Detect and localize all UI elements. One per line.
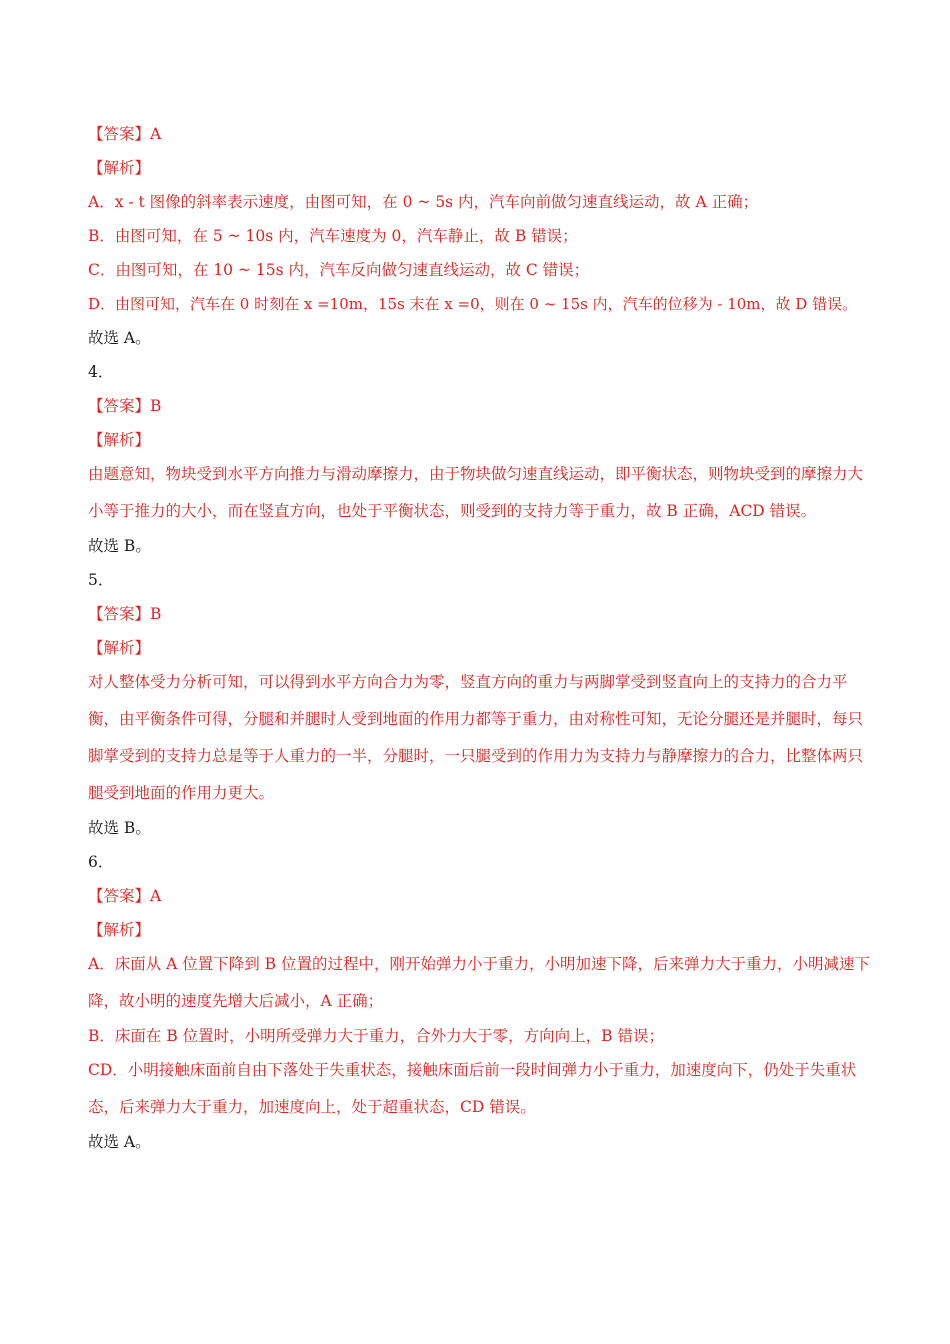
q3-analysis-heading: 【解析】 [88,159,151,177]
q4-answer: 【答案】B [88,397,162,415]
q5-choose: 故选 B。 [88,819,151,837]
q6-analysis-heading: 【解析】 [88,921,151,939]
q5-number: 5． [88,571,114,589]
q6-option-a: A．床面从 A 位置下降到 B 位置的过程中，刚开始弹力小于重力，小明加速下降，后来弹力大于重力，小明减速下降，故小明的速度先增大后减小，A 正确； [88,955,870,1010]
q3-option-a: A．x - t 图像的斜率表示速度，由图可知，在 0 ~ 5s 内，汽车向前做匀速直线运动，故 A 正确； [88,193,759,211]
q6-choose: 故选 A。 [88,1133,151,1151]
solution-page [88,124,873,1166]
q4-analysis-text: 由题意知，物块受到水平方向推力与滑动摩擦力，由于物块做匀速直线运动，即平衡状态，则物块受到的摩擦力大小等于推力的大小，而在竖直方向，也处于平衡状态，则受到的支持力等于重力，故 B 正确，ACD 错误。 [88,465,864,520]
q3-option-b: B．由图可知，在 5 ~ 10s 内，汽车速度为 0，汽车静止，故 B 错误； [88,227,578,245]
q6-option-cd: CD．小明接触床面前自由下落处于失重状态，接触床面后前一段时间弹力小于重力，加速度向下，仍处于失重状态，后来弹力大于重力，加速度向上，处于超重状态，CD 错误。 [88,1061,857,1116]
q3-option-c: C．由图可知，在 10 ~ 15s 内，汽车反向做匀速直线运动，故 C 错误； [88,261,590,279]
q3-answer: 【答案】A [88,125,162,143]
q6-option-b: B．床面在 B 位置时，小明所受弹力大于重力，合外力大于零，方向向上，B 错误； [88,1027,664,1045]
q3-option-d: D．由图可知，汽车在 0 时刻在 x =10m，15s 末在 x =0，则在 0 ~ 15s 内，汽车的位移为 - 10m，故 D 错误。 [88,295,858,313]
q4-analysis-heading: 【解析】 [88,431,151,449]
q6-number: 6． [88,853,114,871]
q4-choose: 故选 B。 [88,537,151,555]
q5-analysis-heading: 【解析】 [88,639,151,657]
q6-answer: 【答案】A [88,887,162,905]
q5-analysis-text: 对人整体受力分析可知，可以得到水平方向合力为零，竖直方向的重力与两脚掌受到竖直向上的支持力的合力平衡，由平衡条件可得，分腿和并腿时人受到地面的作用力都等于重力，由对称性可知，无论分腿还是并腿时，每只脚掌受到的支持力总是等于人重力的一半，分腿时，一只腿受到的作用力为支持力与静摩擦力的合力，比整体两只腿受到地面的作用力更大。 [88,673,864,802]
q4-number: 4． [88,363,114,381]
q5-answer: 【答案】B [88,605,162,623]
q3-choose: 故选 A。 [88,329,151,347]
